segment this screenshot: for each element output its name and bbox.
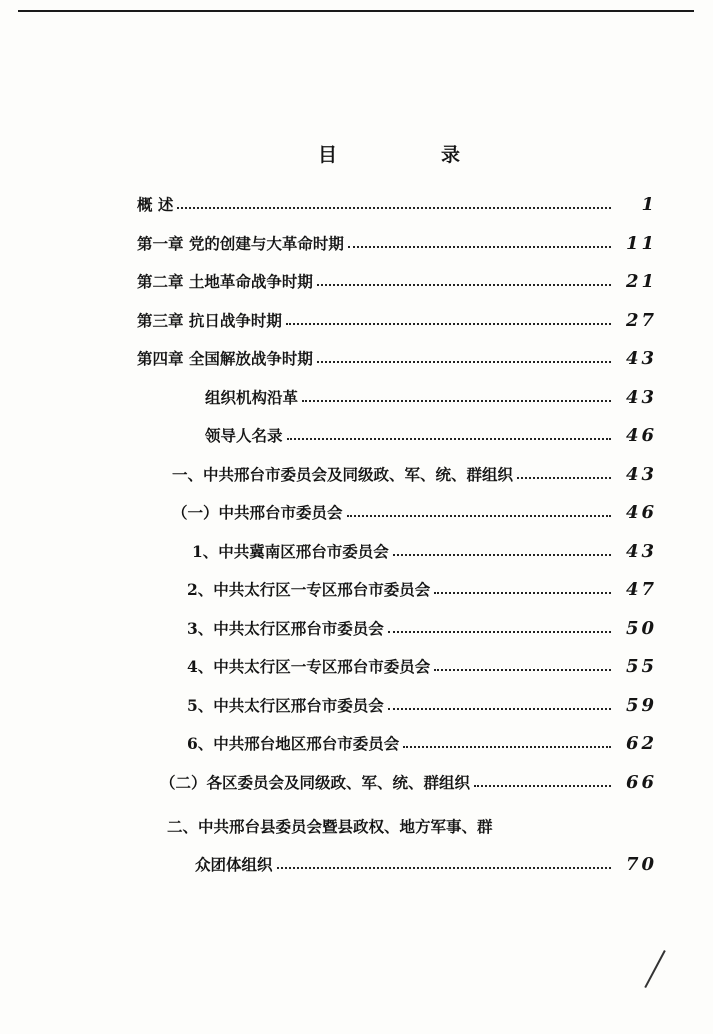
dot-leader: [403, 744, 611, 748]
toc-entry-label: （二）各区委员会及同级政、军、统、群组织: [160, 773, 471, 792]
dot-leader: [277, 865, 611, 869]
toc-entry-page: 43: [625, 386, 657, 408]
toc-entry-chapter-2[interactable]: [137, 267, 657, 295]
toc-entry-label: 领导人名录: [205, 426, 283, 445]
toc-entry-chapter-3[interactable]: [137, 306, 657, 334]
toc-entry-label: 3、中共太行区邢台市委员会: [187, 619, 384, 638]
toc-entry-label: 众团体组织: [195, 855, 273, 874]
toc-entry-page: 70: [625, 853, 657, 875]
dot-leader: [474, 783, 611, 787]
toc-entry-subsection-2[interactable]: [160, 768, 657, 796]
toc-entry-section-2-line-1[interactable]: [167, 812, 587, 840]
toc-entry-label: 6、中共邢台地区邢台市委员会: [187, 734, 400, 753]
toc-entry-item-2[interactable]: [187, 575, 657, 603]
toc-entry-page: 27: [625, 309, 657, 331]
toc-entry-page: 43: [625, 463, 657, 485]
toc-entry-page: 66: [625, 771, 657, 793]
toc-entry-label: 组织机构沿革: [205, 388, 299, 407]
toc-entry-page: 59: [625, 694, 657, 716]
toc-entry-item-5[interactable]: [187, 691, 657, 719]
toc-entry-chapter-4[interactable]: [137, 344, 657, 372]
toc-entry-page: 21: [625, 270, 657, 292]
toc-entry-page: 50: [625, 617, 657, 639]
dot-leader: [317, 282, 611, 286]
dot-leader: [348, 244, 611, 248]
dot-leader: [388, 706, 611, 710]
toc-entry-label: 2、中共太行区一专区邢台市委员会: [187, 580, 431, 599]
toc-entry-item-1[interactable]: [192, 537, 657, 565]
toc-entry-label: 第一章 党的创建与大革命时期: [137, 234, 344, 253]
toc-entry-label: 第四章 全国解放战争时期: [137, 349, 313, 368]
toc-entry-overview[interactable]: [137, 190, 657, 218]
dot-leader: [347, 513, 611, 517]
toc-entry-item-6[interactable]: [187, 729, 657, 757]
dot-leader: [317, 359, 611, 363]
dot-leader: [517, 475, 611, 479]
toc-entry-page: 47: [625, 578, 657, 600]
toc-entry-page: 11: [625, 232, 657, 254]
toc-entry-chapter-1[interactable]: [137, 229, 657, 257]
toc-entry-item-4[interactable]: [187, 652, 657, 680]
title-char-2: 录: [441, 144, 461, 166]
toc-entry-page: 1: [641, 193, 657, 215]
toc-entry-page: 55: [625, 655, 657, 677]
dot-leader: [393, 552, 611, 556]
toc-entry-page: 43: [625, 540, 657, 562]
toc-entry-label: 4、中共太行区一专区邢台市委员会: [187, 657, 431, 676]
toc-entry-section-1[interactable]: [172, 460, 657, 488]
toc-entry-page: 46: [625, 501, 657, 523]
dot-leader: [287, 436, 611, 440]
toc-entry-label: 二、中共邢台县委员会暨县政权、地方军事、群: [167, 817, 493, 836]
dot-leader: [177, 205, 611, 209]
toc-entry-org-history[interactable]: [205, 383, 657, 411]
toc-entry-label: （一）中共邢台市委员会: [172, 503, 343, 522]
toc-entry-leaders[interactable]: [205, 421, 657, 449]
dot-leader: [302, 398, 611, 402]
toc-entry-label: 5、中共太行区邢台市委员会: [187, 696, 384, 715]
toc-entry-label: 第二章 土地革命战争时期: [137, 272, 313, 291]
toc-entry-page: 62: [625, 732, 657, 754]
dot-leader: [434, 590, 611, 594]
title-char-1: 目: [318, 144, 338, 166]
toc-entry-section-2-line-2[interactable]: [195, 850, 657, 878]
dot-leader: [388, 629, 611, 633]
toc-entry-label: 概 述: [137, 195, 174, 214]
toc-entry-page: 46: [625, 424, 657, 446]
toc-entry-label: 一、中共邢台市委员会及同级政、军、统、群组织: [172, 465, 514, 484]
toc-entry-label: 第三章 抗日战争时期: [137, 311, 282, 330]
toc-entry-label: 1、中共冀南区邢台市委员会: [192, 542, 389, 561]
toc-entry-item-3[interactable]: [187, 614, 657, 642]
dot-leader: [434, 667, 611, 671]
toc-entry-subsection-1[interactable]: [172, 498, 657, 526]
toc-entry-page: 43: [625, 347, 657, 369]
dot-leader: [286, 321, 611, 325]
